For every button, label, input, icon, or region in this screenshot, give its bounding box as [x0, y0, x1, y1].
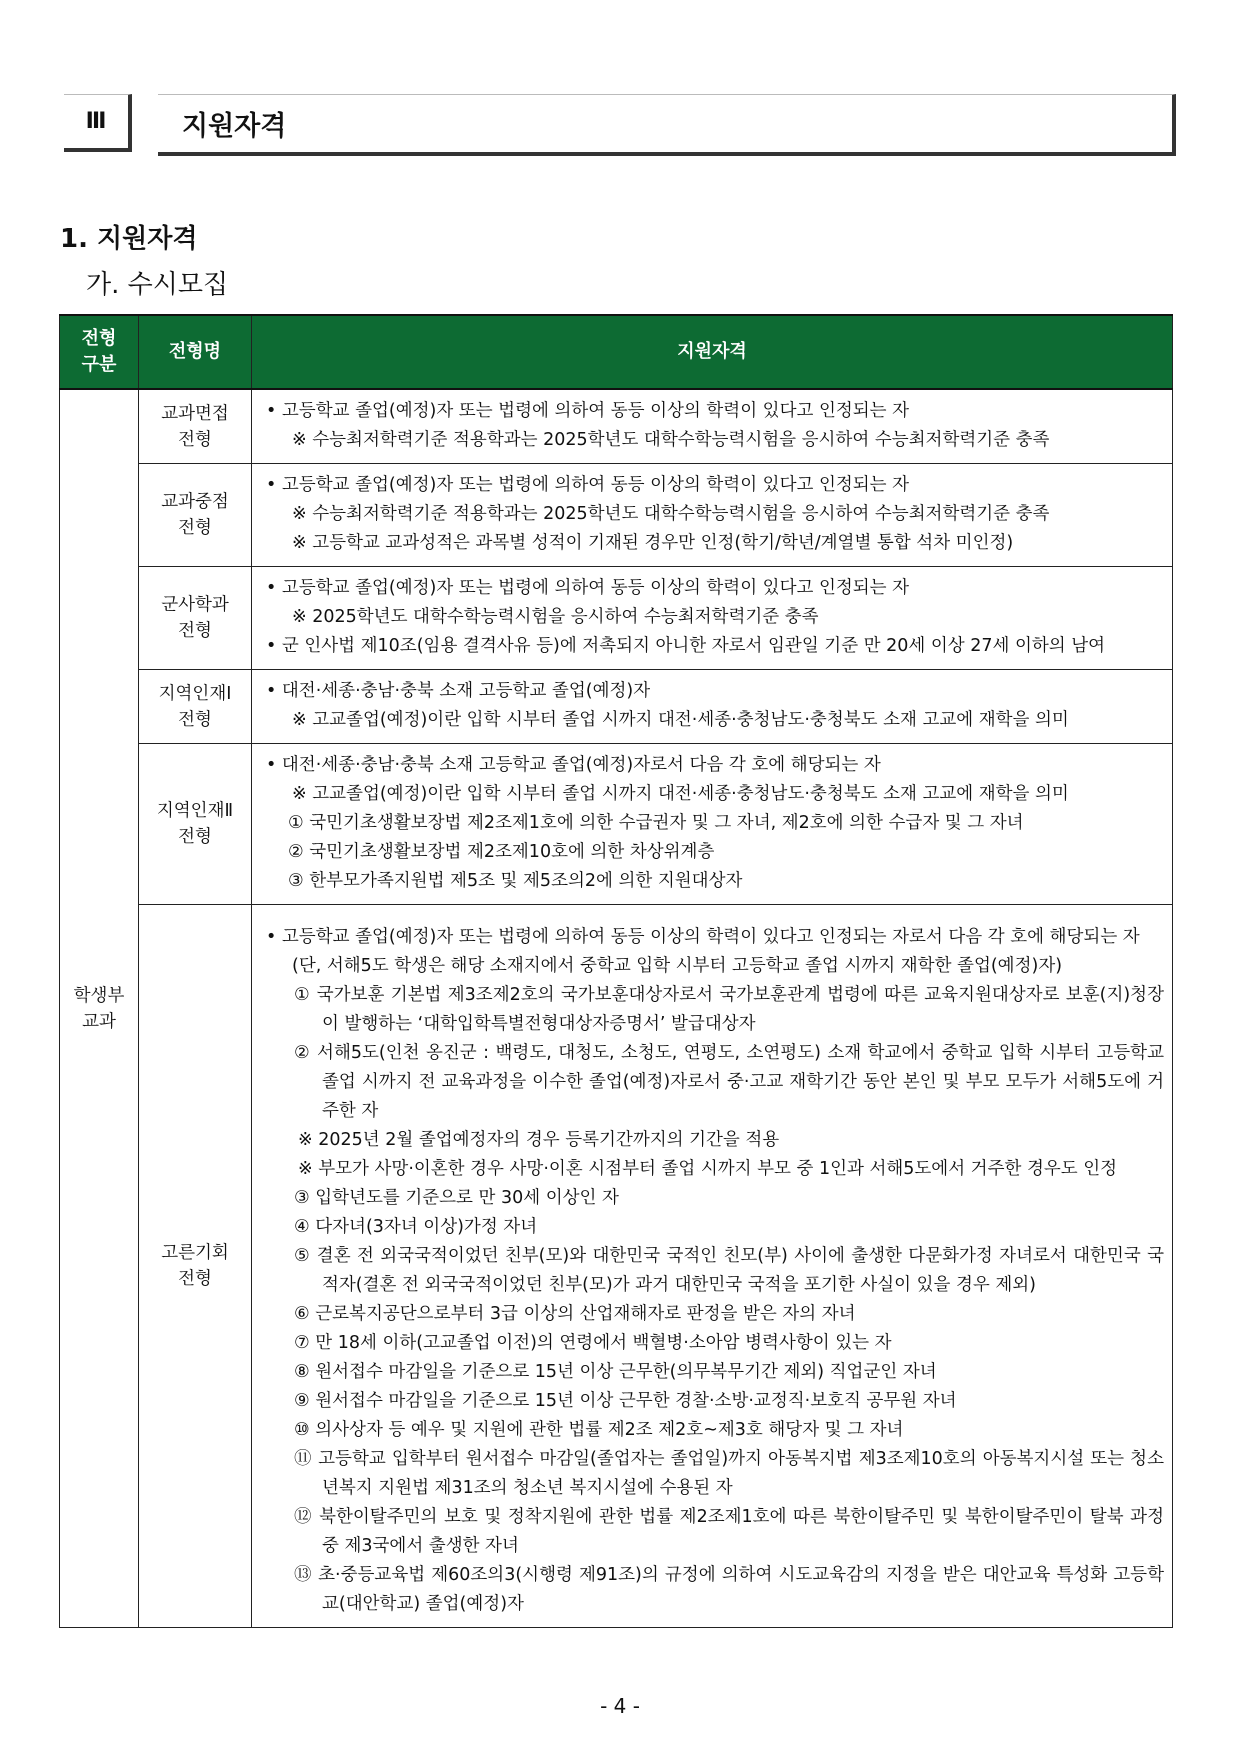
qualification-line: • 고등학교 졸업(예정)자 또는 법령에 의하여 동등 이상의 학력이 있다고 인정되는 자 [266, 475, 910, 495]
table-row [60, 670, 1173, 744]
page-number: - 4 - [600, 1694, 640, 1718]
qualification-line: ③ 입학년도를 기준으로 만 30세 이상인 자 [294, 1188, 619, 1208]
table-row [60, 389, 1173, 464]
qualification-table [59, 314, 1173, 1628]
qualification-line: ① 국민기초생활보장법 제2조제1호에 의한 수급권자 및 그 자녀, 제2호에 의한 수급자 및 그 자녀 [288, 813, 1024, 833]
section-subtitle: 가. 수시모집 [86, 270, 229, 300]
chapter-title: 지원자격 [158, 94, 1176, 156]
qualification-cell [252, 567, 1173, 670]
header-name: 전형명 [139, 315, 252, 389]
qualification-line: ※ 고등학교 교과성적은 과목별 성적이 기재된 경우만 인정(학기/학년/계열별 통합 석차 미인정) [292, 533, 1014, 553]
qualification-line: • 고등학교 졸업(예정)자 또는 법령에 의하여 동등 이상의 학력이 있다고 인정되는 자 [266, 401, 910, 421]
table-row [60, 905, 1173, 1628]
qualification-cell [252, 464, 1173, 567]
qualification-line: ⑧ 원서접수 마감일을 기준으로 15년 이상 근무한(의무복무기간 제외) 직업군인 자녀 [294, 1362, 937, 1382]
qualification-line: • 고등학교 졸업(예정)자 또는 법령에 의하여 동등 이상의 학력이 있다고 인정되는 자 [266, 578, 910, 598]
qualification-line: ※ 고교졸업(예정)이란 입학 시부터 졸업 시까지 대전·세종·충청남도·충청북도 소재 고교에 재학을 의미 [292, 784, 1069, 804]
qualification-line: • 대전·세종·충남·충북 소재 고등학교 졸업(예정)자 [266, 681, 651, 701]
qualification-line: • 군 인사법 제10조(임용 결격사유 등)에 저촉되지 아니한 자로서 임관일 기준 만 20세 이상 27세 이하의 남여 [266, 636, 1106, 656]
admission-type-name: 고른기회 전형 [139, 905, 252, 1628]
qualification-cell [252, 905, 1173, 1628]
category-cell: 학생부 교과 [60, 389, 139, 1628]
header-category: 전형 구분 [60, 315, 139, 389]
admission-type-name: 지역인재Ⅱ 전형 [139, 744, 252, 905]
chapter-number: Ⅲ [64, 94, 132, 152]
section-title: 1. 지원자격 [60, 224, 198, 254]
qualification-cell [252, 670, 1173, 744]
chapter-header [64, 94, 1176, 154]
qualification-line: ② 국민기초생활보장법 제2조제10호에 의한 차상위계층 [288, 842, 715, 862]
header-qualification: 지원자격 [252, 315, 1173, 389]
qualification-cell [252, 744, 1173, 905]
qualification-line: ※ 고교졸업(예정)이란 입학 시부터 졸업 시까지 대전·세종·충청남도·충청북도 소재 고교에 재학을 의미 [292, 710, 1069, 730]
qualification-line: ⑤ 결혼 전 외국국적이었던 친부(모)와 대한민국 국적인 친모(부) 사이에 출생한 다문화가정 자녀로서 대한민국 국적자(결혼 전 외국국적이었던 친부(모)가 과거 대한민국 국적을 포기한 사실이 있을 경우 제외) [294, 1246, 1164, 1295]
qualification-line: • 고등학교 졸업(예정)자 또는 법령에 의하여 동등 이상의 학력이 있다고 인정되는 자로서 다음 각 호에 해당되는 자 [266, 927, 1140, 947]
qualification-line: ※ 2025년 2월 졸업예정자의 경우 등록기간까지의 기간을 적용 [298, 1130, 780, 1150]
qualification-line: ※ 2025학년도 대학수학능력시험을 응시하여 수능최저학력기준 충족 [292, 607, 819, 627]
qualification-line: ※ 수능최저학력기준 적용학과는 2025학년도 대학수학능력시험을 응시하여 수능최저학력기준 충족 [292, 430, 1050, 450]
qualification-line: ③ 한부모가족지원법 제5조 및 제5조의2에 의한 지원대상자 [288, 871, 743, 891]
admission-type-name: 지역인재Ⅰ 전형 [139, 670, 252, 744]
qualification-cell [252, 389, 1173, 464]
qualification-line: ⑨ 원서접수 마감일을 기준으로 15년 이상 근무한 경찰·소방·교정직·보호직 공무원 자녀 [294, 1391, 957, 1411]
qualification-line: ① 국가보훈 기본법 제3조제2호의 국가보훈대상자로서 국가보훈관계 법령에 따른 교육지원대상자로 보훈(지)청장이 발행하는 ‘대학입학특별전형대상자증명서’ 발급대상자 [294, 985, 1164, 1034]
qualification-line: (단, 서해5도 학생은 해당 소재지에서 중학교 입학 시부터 고등학교 졸업 시까지 재학한 졸업(예정)자) [292, 956, 1063, 976]
table-row [60, 744, 1173, 905]
qualification-line: ⑦ 만 18세 이하(고교졸업 이전)의 연령에서 백혈병·소아암 병력사항이 있는 자 [294, 1333, 892, 1353]
qualification-line: ⑩ 의사상자 등 예우 및 지원에 관한 법률 제2조 제2호~제3호 해당자 및 그 자녀 [294, 1420, 904, 1440]
qualification-line: ⑥ 근로복지공단으로부터 3급 이상의 산업재해자로 판정을 받은 자의 자녀 [294, 1304, 856, 1324]
qualification-line: ④ 다자녀(3자녀 이상)가정 자녀 [294, 1217, 538, 1237]
admission-type-name: 군사학과 전형 [139, 567, 252, 670]
qualification-line: ※ 부모가 사망·이혼한 경우 사망·이혼 시점부터 졸업 시까지 부모 중 1인과 서해5도에서 거주한 경우도 인정 [298, 1159, 1118, 1179]
qualification-line: ※ 수능최저학력기준 적용학과는 2025학년도 대학수학능력시험을 응시하여 수능최저학력기준 충족 [292, 504, 1050, 524]
qualification-line: ⑬ 초·중등교육법 제60조의3(시행령 제91조)의 규정에 의하여 시도교육감의 지정을 받은 대안교육 특성화 고등학교(대안학교) 졸업(예정)자 [294, 1565, 1164, 1614]
table-row [60, 464, 1173, 567]
admission-type-name: 교과중점 전형 [139, 464, 252, 567]
table-row [60, 567, 1173, 670]
qualification-line: • 대전·세종·충남·충북 소재 고등학교 졸업(예정)자로서 다음 각 호에 해당되는 자 [266, 755, 881, 775]
qualification-line: ⑫ 북한이탈주민의 보호 및 정착지원에 관한 법률 제2조제1호에 따른 북한이탈주민 및 북한이탈주민이 탈북 과정 중 제3국에서 출생한 자녀 [294, 1507, 1164, 1556]
qualification-line: ⑪ 고등학교 입학부터 원서접수 마감일(졸업자는 졸업일)까지 아동복지법 제3조제10호의 아동복지시설 또는 청소년복지 지원법 제31조의 청소년 복지시설에 수용된 자 [294, 1449, 1164, 1498]
table-header-row [60, 315, 1173, 389]
admission-type-name: 교과면접 전형 [139, 389, 252, 464]
qualification-line: ② 서해5도(인천 옹진군 : 백령도, 대청도, 소청도, 연평도, 소연평도) 소재 학교에서 중학교 입학 시부터 고등학교 졸업 시까지 전 교육과정을 이수한 졸업(예정)자로서 중·고교 재학기간 동안 본인 및 부모 모두가 서해5도에 거주한 자 [294, 1043, 1164, 1121]
